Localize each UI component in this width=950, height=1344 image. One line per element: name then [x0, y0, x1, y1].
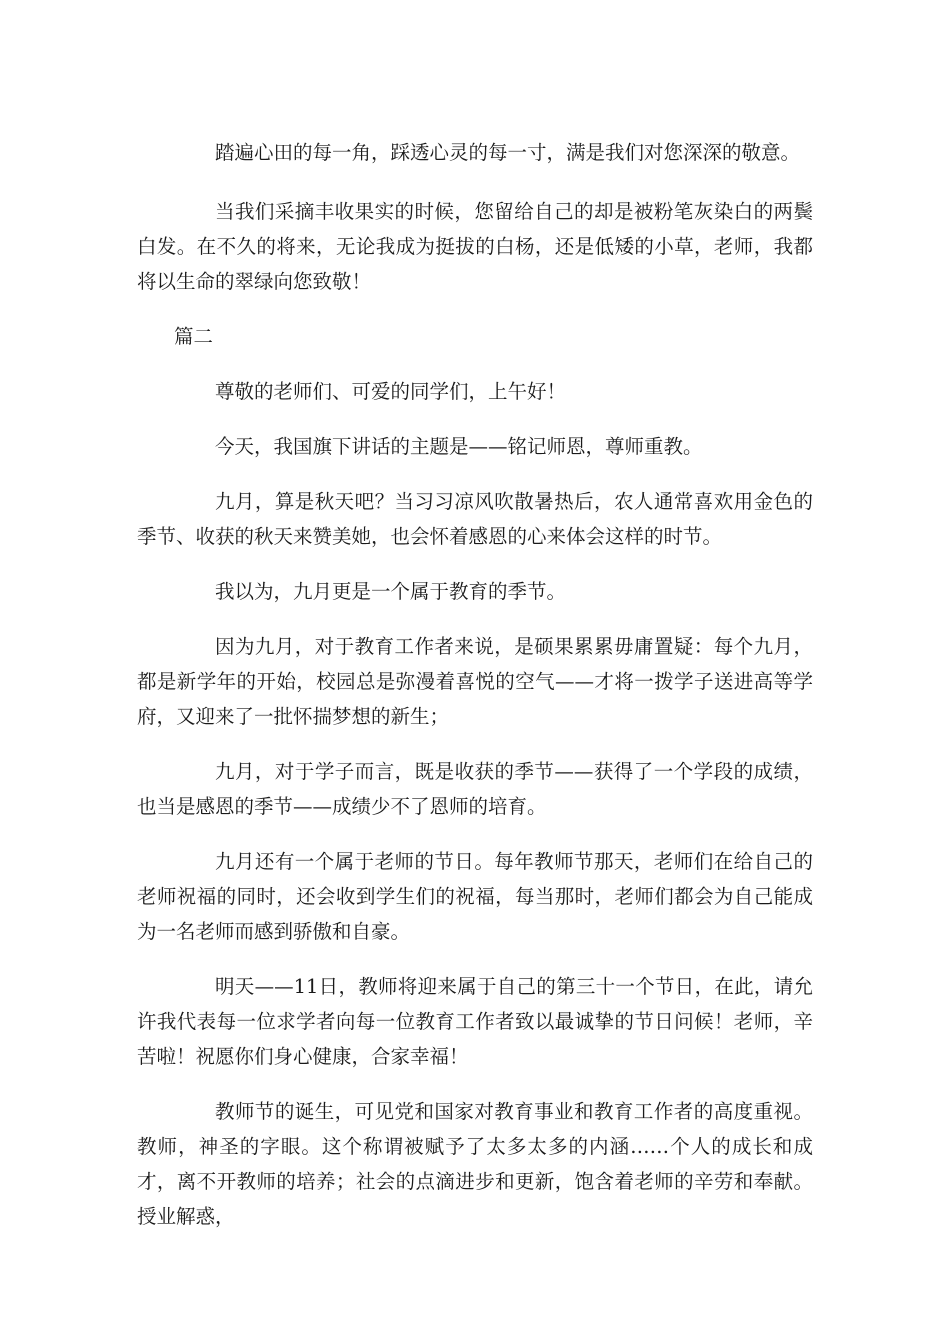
- paragraph: 明天——11日，教师将迎来属于自己的第三十一个节日，在此，请允许我代表每一位求学者向每一位教育工作者致以最诚挚的节日问候！老师，辛苦啦！祝愿你们身心健康，合家幸福！: [137, 975, 813, 1068]
- paragraph: 踏遍心田的每一角，踩透心灵的每一寸，满是我们对您深深的敬意。: [215, 141, 801, 164]
- paragraph: 因为九月，对于教育工作者来说，是硕果累累毋庸置疑：每个九月，都是新学年的开始，校园总是弥漫着喜悦的空气——才将一拨学子送进高等学府，又迎来了一批怀揣梦想的新生；: [137, 635, 813, 728]
- paragraph: 今天，我国旗下讲话的主题是——铭记师恩，尊师重教。: [215, 435, 703, 458]
- paragraph: 九月还有一个属于老师的节日。每年教师节那天，老师们在给自己的老师祝福的同时，还会收到学生们的祝福，每当那时，老师们都会为自己能成为一名老师而感到骄傲和自豪。: [137, 850, 813, 943]
- paragraph: 当我们采摘丰收果实的时候，您留给自己的却是被粉笔灰染白的两鬓白发。在不久的将来，无论我成为挺拔的白杨，还是低矮的小草，老师，我都将以生命的翠绿向您致敬！: [137, 200, 813, 293]
- paragraph: 我以为，九月更是一个属于教育的季节。: [215, 580, 567, 603]
- paragraph: 九月，算是秋天吧？当习习凉风吹散暑热后，农人通常喜欢用金色的季节、收获的秋天来赞美她，也会怀着感恩的心来体会这样的时节。: [137, 490, 813, 548]
- document-body: [137, 135, 813, 1234]
- paragraph: 教师节的诞生，可见党和国家对教育事业和教育工作者的高度重视。教师，神圣的字眼。这个称谓被赋予了太多太多的内涵……个人的成长和成才，离不开教师的培养；社会的点滴进步和更新，饱含着老师的辛劳和奉献。授业解惑，: [137, 1100, 813, 1228]
- section-heading: 篇二: [174, 325, 214, 348]
- paragraph: 尊敬的老师们、可爱的同学们，上午好！: [215, 380, 567, 403]
- paragraph: 九月，对于学子而言，既是收获的季节——获得了一个学段的成绩，也当是感恩的季节——成绩少不了恩师的培育。: [137, 760, 813, 818]
